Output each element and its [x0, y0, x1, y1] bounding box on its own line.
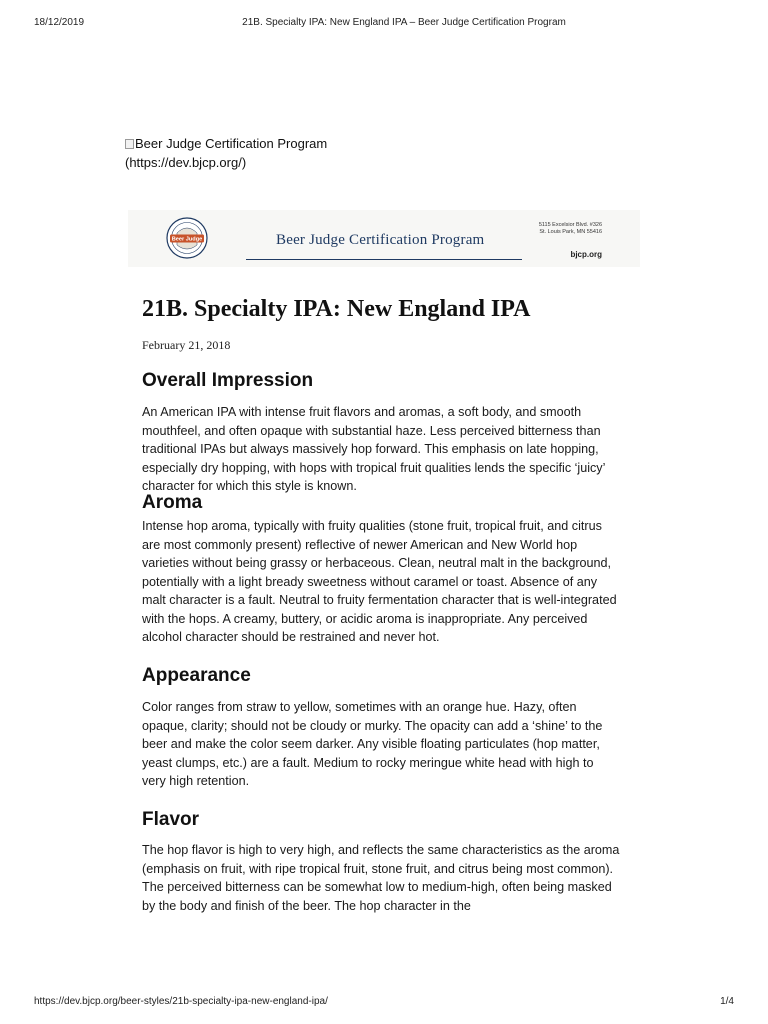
bjcp-banner — [128, 210, 640, 267]
print-date: 18/12/2019 — [34, 17, 85, 28]
print-page-number: 1/4 — [720, 996, 734, 1007]
broken-image-icon — [125, 139, 134, 149]
address-line-2: St. Louis Park, MN 55416 — [539, 229, 602, 235]
seal-label: Beer Judge — [171, 236, 203, 243]
section-heading-appearance: Appearance — [142, 665, 251, 686]
banner-divider — [246, 259, 522, 260]
logo-link-url[interactable]: (https://dev.bjcp.org/) — [125, 155, 247, 170]
section-body-appearance: Color ranges from straw to yellow, sometimes with an orange hue. Hazy, often opaque, clarity; should not be cloudy or murky. The opacity can add a ‘shine’ to the beer and make the color seem darker. Any visible floating particulates (hop matter, yeast clumps, etc.) are a fault. Medium to rocky meringue white head with high to very high retention. — [142, 700, 603, 788]
article-title: 21B. Specialty IPA: New England IPA — [142, 296, 531, 322]
bjcp-seal-icon — [166, 217, 208, 259]
address-line-1: 5115 Excelsior Blvd. #326 — [538, 222, 602, 228]
section-heading-flavor: Flavor — [142, 809, 200, 830]
site-logo-link[interactable] — [125, 134, 327, 172]
banner-program-name: Beer Judge Certification Program — [276, 232, 485, 248]
print-url: https://dev.bjcp.org/beer-styles/21b-specialty-ipa-new-england-ipa/ — [34, 996, 328, 1007]
section-body-aroma: Intense hop aroma, typically with fruity qualities (stone fruit, tropical fruit, and citrus are most commonly present) reflective of newer American and New World hop varieties without being grassy or herbaceous. Clean, neutral malt in the background, potentially with a light bready sweetness without caramel or toast. Absence of any malt character is a fault. Neutral to fruity fermentation character that is well-integrated with the hops. A creamy, buttery, or acidic aroma is inappropriate. Any perceived alcohol character should be restrained and never hot. — [142, 519, 617, 644]
section-body-flavor: The hop flavor is high to very high, and reflects the same characteristics as the aroma (emphasis on fruit, with ripe tropical fruit, stone fruit, and citrus being most common). The perceived bitterness can be somewhat low to medium-high, often being masked by the body and finish of the beer. The hop character in the — [142, 843, 620, 913]
banner-website: bjcp.org — [570, 250, 602, 259]
article-date: February 21, 2018 — [142, 338, 231, 352]
section-heading-overall-impression: Overall Impression — [142, 370, 314, 391]
banner-address — [539, 222, 602, 236]
print-footer — [34, 993, 734, 1007]
print-page-title: 21B. Specialty IPA: New England IPA – Beer Judge Certification Program — [242, 17, 566, 28]
section-heading-aroma: Aroma — [142, 492, 203, 513]
logo-alt-text: Beer Judge Certification Program — [135, 136, 328, 151]
section-body-overall-impression: An American IPA with intense fruit flavors and aromas, a soft body, and smooth mouthfeel, and often opaque with substantial haze. Less perceived bitterness than traditional IPAs but always massively hop forward. This emphasis on late hopping, especially dry hopping, with hops with tropical fruit qualities lends the specific ‘juicy’ character for which this style is known. — [142, 405, 605, 493]
